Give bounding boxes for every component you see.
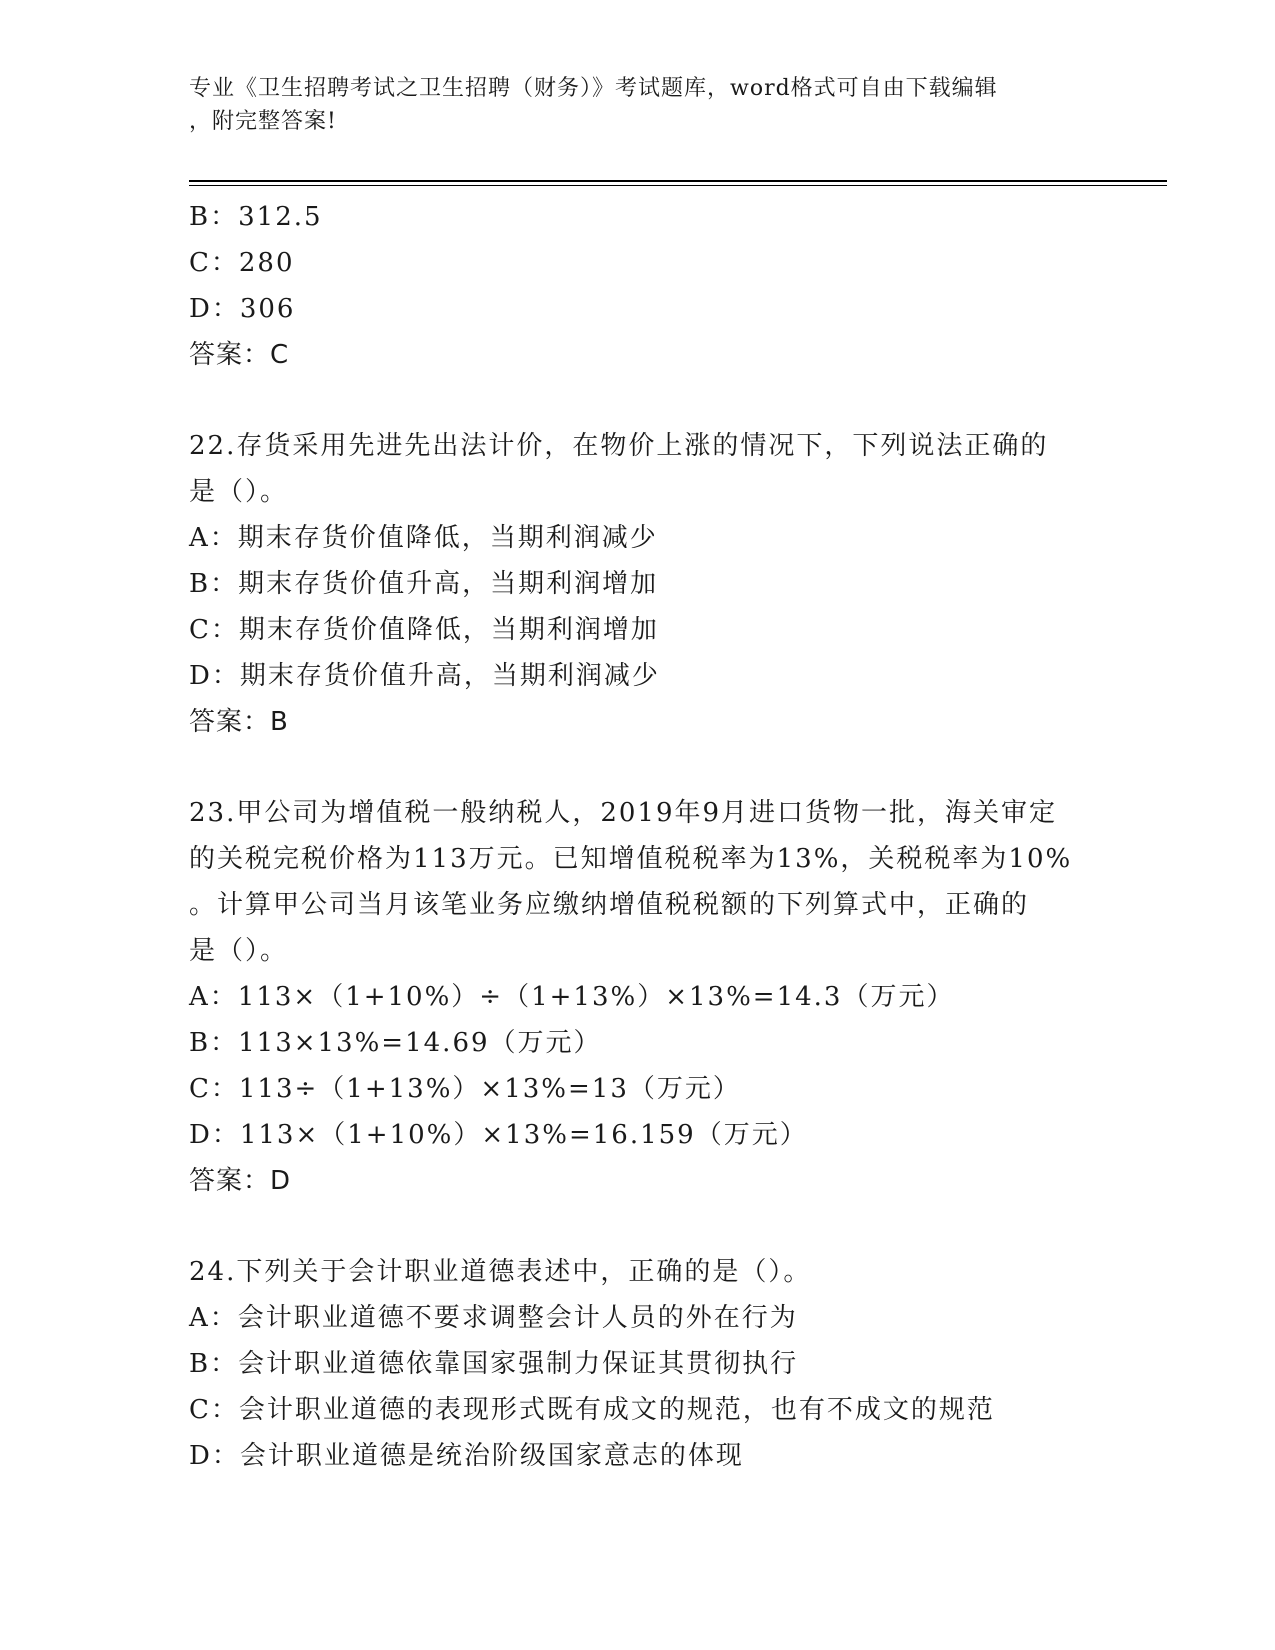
option-b: B：312.5 <box>189 202 323 232</box>
option-a: A：会计职业道德不要求调整会计人员的外在行为 <box>189 1303 798 1333</box>
option-d: D：113×（1+10%）×13%=16.159（万元） <box>189 1120 808 1150</box>
header-divider-thin <box>189 185 1167 186</box>
question-22 <box>189 423 1089 745</box>
question-24 <box>189 1249 1089 1479</box>
answer-line: 答案：D <box>189 1166 292 1196</box>
header-line-1: 专业《卫生招聘考试之卫生招聘（财务）》考试题库，word格式可自由下载编辑 <box>189 76 998 101</box>
option-d: D：期末存货价值升高，当期利润减少 <box>189 661 660 691</box>
header-divider-thick <box>189 180 1167 182</box>
question-stem-line: 22.存货采用先进先出法计价，在物价上涨的情况下，下列说法正确的 <box>189 431 1049 461</box>
question-23 <box>189 790 1089 1204</box>
question-spacer <box>189 1204 1089 1249</box>
question-stem-line: 是（）。 <box>189 477 289 507</box>
question-stem-line: 的关税完税价格为113万元。已知增值税税率为13%，关税税率为10% <box>189 844 1073 874</box>
question-stem-line: 是（）。 <box>189 936 289 966</box>
option-a: A：期末存货价值降低，当期利润减少 <box>189 523 658 553</box>
option-c: C：期末存货价值降低，当期利润增加 <box>189 615 659 645</box>
option-c: C：280 <box>189 248 295 278</box>
question-spacer <box>189 378 1089 423</box>
document-header <box>189 72 1089 138</box>
answer-line: 答案：B <box>189 707 289 737</box>
question-stem-line: 。计算甲公司当月该笔业务应缴纳增值税税额的下列算式中，正确的 <box>189 890 1030 920</box>
option-d: D：306 <box>189 294 296 324</box>
option-b: B：会计职业道德依靠国家强制力保证其贯彻执行 <box>189 1349 799 1379</box>
option-b: B：期末存货价值升高，当期利润增加 <box>189 569 659 599</box>
question-21 <box>189 194 1089 378</box>
answer-line: 答案：C <box>189 340 290 370</box>
question-spacer <box>189 745 1089 790</box>
option-c: C：会计职业道德的表现形式既有成文的规范，也有不成文的规范 <box>189 1395 995 1425</box>
question-stem-line: 24.下列关于会计职业道德表述中，正确的是（）。 <box>189 1257 812 1287</box>
option-c: C：113÷（1+13%）×13%=13（万元） <box>189 1074 741 1104</box>
question-list <box>189 194 1089 1479</box>
option-a: A：113×（1+10%）÷（1+13%）×13%=14.3（万元） <box>189 982 955 1012</box>
option-d: D：会计职业道德是统治阶级国家意志的体现 <box>189 1441 744 1471</box>
question-stem-line: 23.甲公司为增值税一般纳税人，2019年9月进口货物一批，海关审定 <box>189 798 1058 828</box>
header-line-2: ，附完整答案! <box>189 109 337 134</box>
option-b: B：113×13%=14.69（万元） <box>189 1028 602 1058</box>
